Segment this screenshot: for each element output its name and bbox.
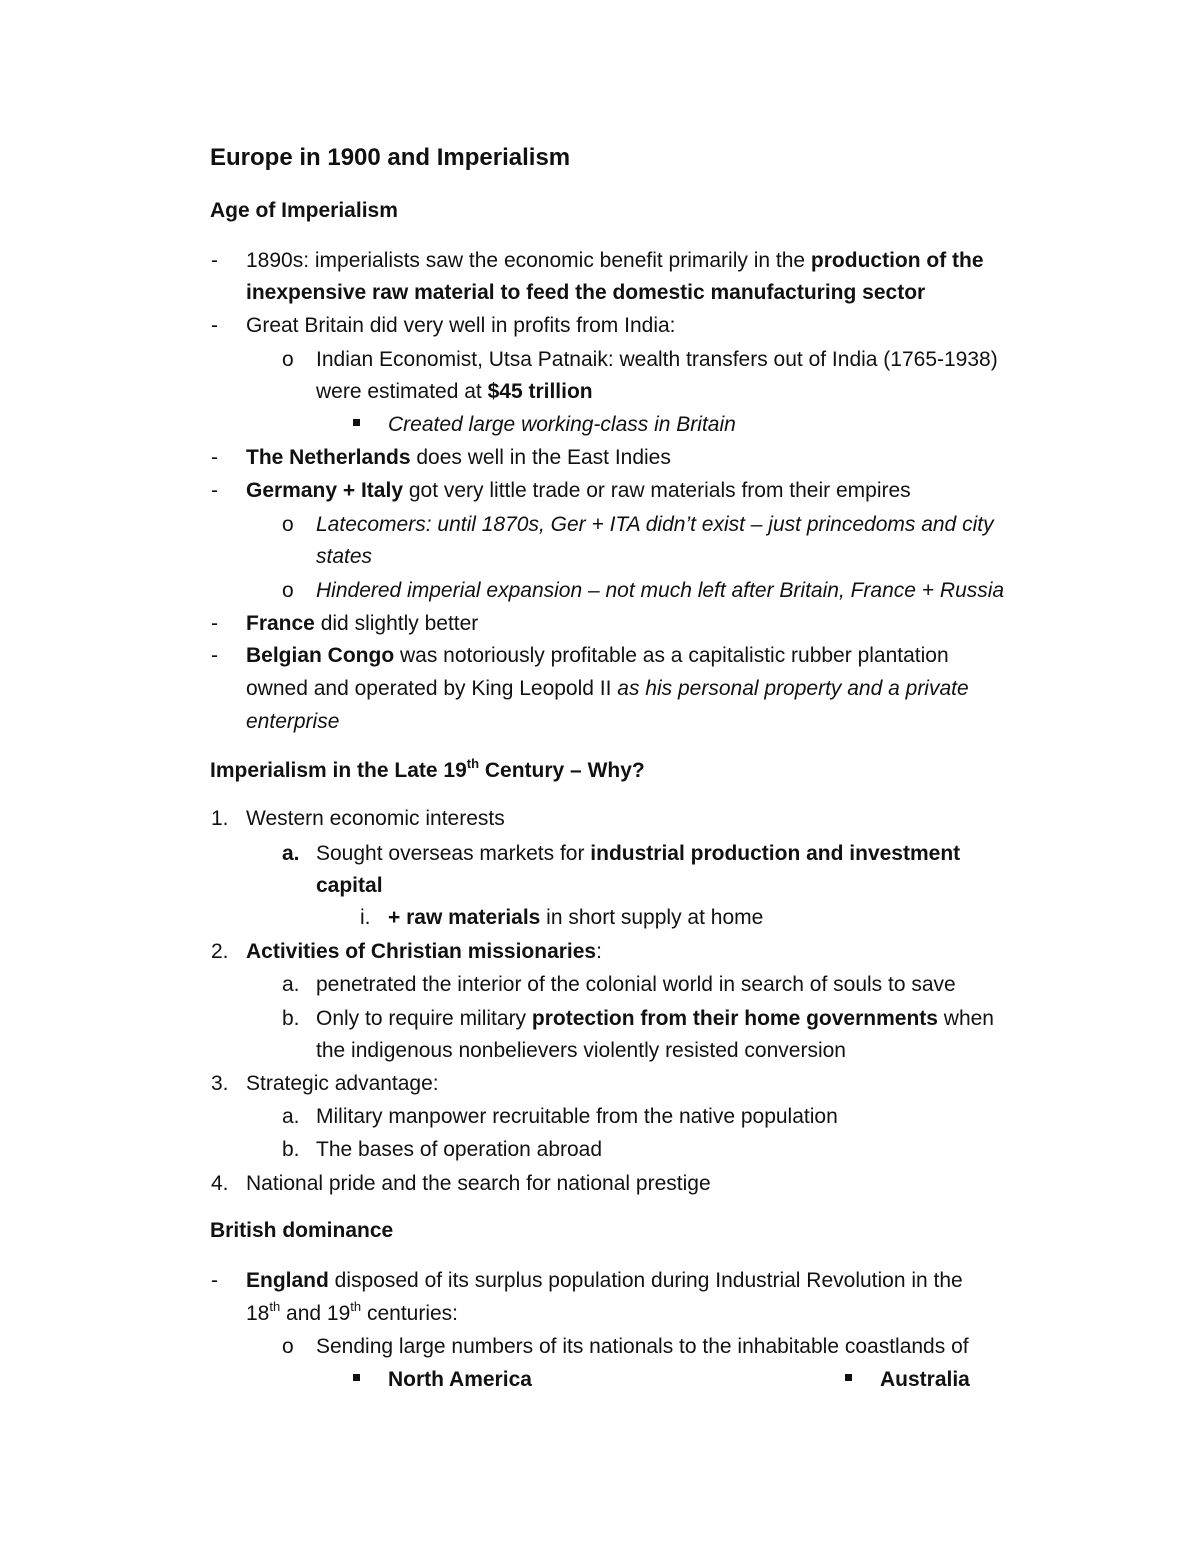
square-bullet-icon [845,1374,852,1381]
roman-item: + raw materials in short supply at home [388,906,764,929]
dash-bullet: - [211,249,218,272]
letter-marker: b. [282,1007,300,1030]
section-heading-late-19th-century: Imperialism in the Late 19th Century – Why? [210,756,645,782]
lettered-item: Sought overseas markets for industrial production and investment [316,842,961,865]
list-item: Belgian Congo was notoriously profitable as a capitalistic rubber plantation [246,644,949,667]
list-item: Great Britain did very well in profits from India: [246,314,676,337]
list-item: The Netherlands does well in the East Indies [246,446,671,469]
list-item-continuation: 18th and 19th centuries: [246,1299,459,1325]
lettered-item-continuation: the indigenous nonbelievers violently resisted conversion [316,1039,846,1062]
section-heading-age-of-imperialism: Age of Imperialism [210,199,398,222]
square-bullet-icon [353,419,360,426]
sub-list-item: Indian Economist, Utsa Patnaik: wealth transfers out of India (1765-1938) [316,348,998,371]
lettered-item: Only to require military protection from their home governments when [316,1007,994,1030]
lettered-item: Military manpower recruitable from the native population [316,1105,838,1128]
sub-sub-list-item: Australia [880,1368,970,1391]
dash-bullet: - [211,644,218,667]
dash-bullet: - [211,446,218,469]
sub-sub-list-item: Created large working-class in Britain [388,413,736,436]
number-marker: 4. [211,1172,229,1195]
lettered-item-continuation: capital [316,874,383,897]
section-heading-british-dominance: British dominance [210,1219,394,1242]
lettered-item: The bases of operation abroad [316,1138,603,1161]
list-item-continuation: inexpensive raw material to feed the domestic manufacturing sector [246,281,926,304]
circle-bullet: o [282,579,294,602]
dash-bullet: - [211,612,218,635]
square-bullet-icon [353,1374,360,1381]
sub-list-item: Hindered imperial expansion – not much left after Britain, France + Russia [316,579,1005,602]
numbered-item: Strategic advantage: [246,1072,439,1095]
number-marker: 1. [211,807,229,830]
number-marker: 2. [211,940,229,963]
sub-list-item-continuation: states [316,545,373,568]
numbered-item: Western economic interests [246,807,505,830]
list-item-continuation: owned and operated by King Leopold II as his personal property and a private [246,677,969,700]
sub-list-item: Sending large numbers of its nationals to the inhabitable coastlands of [316,1335,969,1358]
numbered-item: Activities of Christian missionaries: [246,940,602,963]
dash-bullet: - [211,479,218,502]
list-item: Germany + Italy got very little trade or raw materials from their empires [246,479,911,502]
letter-marker: a. [282,842,300,865]
circle-bullet: o [282,348,294,371]
numbered-item: National pride and the search for national prestige [246,1172,711,1195]
letter-marker: b. [282,1138,300,1161]
dash-bullet: - [211,314,218,337]
letter-marker: a. [282,1105,300,1128]
lettered-item: penetrated the interior of the colonial world in search of souls to save [316,973,956,996]
list-item-continuation: enterprise [246,710,340,733]
dash-bullet: - [211,1269,218,1292]
circle-bullet: o [282,1335,294,1358]
sub-list-item-continuation: were estimated at $45 trillion [316,380,593,403]
list-item: France did slightly better [246,612,479,635]
number-marker: 3. [211,1072,229,1095]
list-item: England disposed of its surplus population during Industrial Revolution in the [246,1269,963,1292]
letter-marker: a. [282,973,300,996]
list-item: 1890s: imperialists saw the economic benefit primarily in the production of the [246,249,984,272]
sub-sub-list-item: North America [388,1368,532,1391]
page-title: Europe in 1900 and Imperialism [210,144,571,171]
sub-list-item: Latecomers: until 1870s, Ger + ITA didn’t exist – just princedoms and city [316,513,994,536]
circle-bullet: o [282,513,294,536]
roman-marker: i. [360,906,371,929]
